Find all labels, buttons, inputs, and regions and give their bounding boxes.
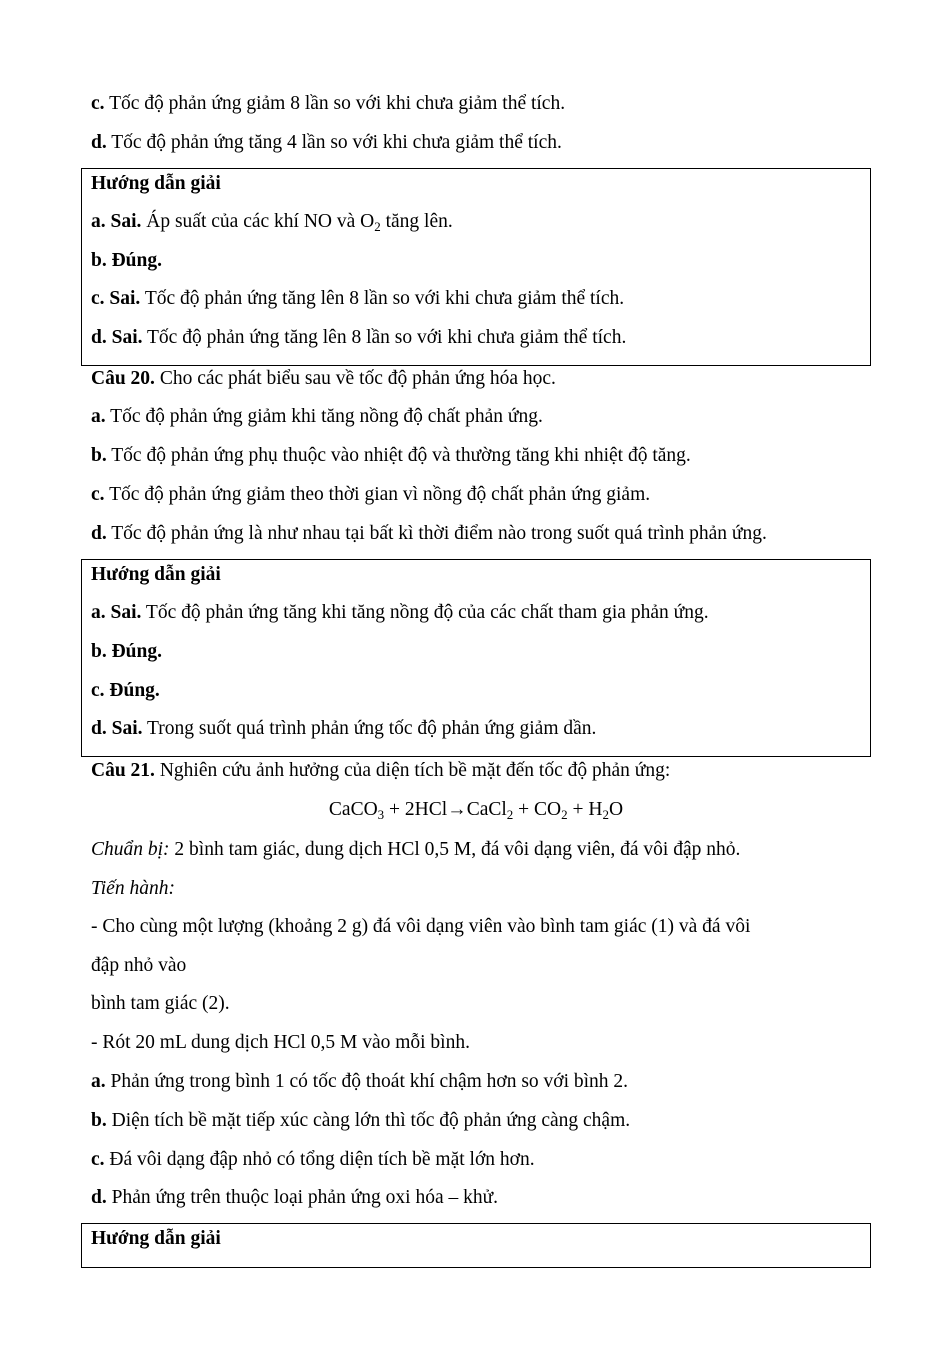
solution-b: b. Đúng. <box>91 250 162 271</box>
q21-statement-d: d. Phản ứng trên thuộc loại phản ứng oxi hóa – khử. <box>91 1187 499 1208</box>
procedure-step-1-cont: bình tam giác (2). <box>91 993 230 1014</box>
statement-c: c. Tốc độ phản ứng giảm 8 lần so với khi chưa giảm thể tích. <box>91 93 566 114</box>
solution-title: Hướng dẫn giải <box>91 564 221 585</box>
solution-c: c. Đúng. <box>91 680 160 701</box>
solution-d: d. Sai. Trong suốt quá trình phản ứng tốc độ phản ứng giảm dần. <box>91 718 597 739</box>
solution-title: Hướng dẫn giải <box>91 1228 221 1249</box>
q21-statement-b: b. Diện tích bề mặt tiếp xúc càng lớn thì tốc độ phản ứng càng chậm. <box>91 1110 631 1131</box>
statement-d: d. Tốc độ phản ứng tăng 4 lần so với khi chưa giảm thể tích. <box>91 132 562 153</box>
preparation: Chuẩn bị: 2 bình tam giác, dung dịch HCl 0,5 M, đá vôi dạng viên, đá vôi đập nhỏ. <box>91 839 741 860</box>
q20-statement-a: a. Tốc độ phản ứng giảm khi tăng nồng độ chất phản ứng. <box>91 406 543 427</box>
q21-statement-a: a. Phản ứng trong bình 1 có tốc độ thoát khí chậm hơn so với bình 2. <box>91 1071 629 1092</box>
solution-a: a. Sai. Tốc độ phản ứng tăng khi tăng nồng độ của các chất tham gia phản ứng. <box>91 602 709 623</box>
procedure-step-1-cont: đập nhỏ vào <box>91 955 187 976</box>
procedure-label: Tiến hành: <box>91 878 175 899</box>
chemical-equation: CaCO$_3$ + 2HCl→CaCl$_2$ + $CO_2 + H_2O$ <box>328 799 624 822</box>
procedure-step-1: - Cho cùng một lượng (khoảng 2 g) đá vôi dạng viên vào bình tam giác (1) và đá vôi <box>91 916 751 937</box>
q20-statement-d: d. Tốc độ phản ứng là như nhau tại bất kì thời điểm nào trong suốt quá trình phản ứng. <box>91 523 767 544</box>
procedure-step-2: - Rót 20 mL dung dịch HCl 0,5 M vào mỗi bình. <box>91 1032 470 1053</box>
solution-a: a. Sai. Áp suất của các khí NO và $O_2$ tăng lên. <box>91 211 453 234</box>
q20-statement-c: c. Tốc độ phản ứng giảm theo thời gian vì nồng độ chất phản ứng giảm. <box>91 484 651 505</box>
solution-b: b. Đúng. <box>91 641 162 662</box>
solution-d: d. Sai. Tốc độ phản ứng tăng lên 8 lần so với khi chưa giảm thể tích. <box>91 327 627 348</box>
solution-c: c. Sai. Tốc độ phản ứng tăng lên 8 lần so với khi chưa giảm thể tích. <box>91 288 625 309</box>
solution-title: Hướng dẫn giải <box>91 173 221 194</box>
q21-statement-c: c. Đá vôi dạng đập nhỏ có tổng diện tích bề mặt lớn hơn. <box>91 1149 535 1170</box>
reaction-arrow: → <box>447 799 467 820</box>
q20-statement-b: b. Tốc độ phản ứng phụ thuộc vào nhiệt độ và thường tăng khi nhiệt độ tăng. <box>91 445 691 466</box>
question-20: Câu 20. Cho các phát biểu sau về tốc độ phản ứng hóa học. <box>91 368 556 389</box>
question-21: Câu 21. Nghiên cứu ảnh hưởng của diện tích bề mặt đến tốc độ phản ứng: <box>91 760 671 781</box>
